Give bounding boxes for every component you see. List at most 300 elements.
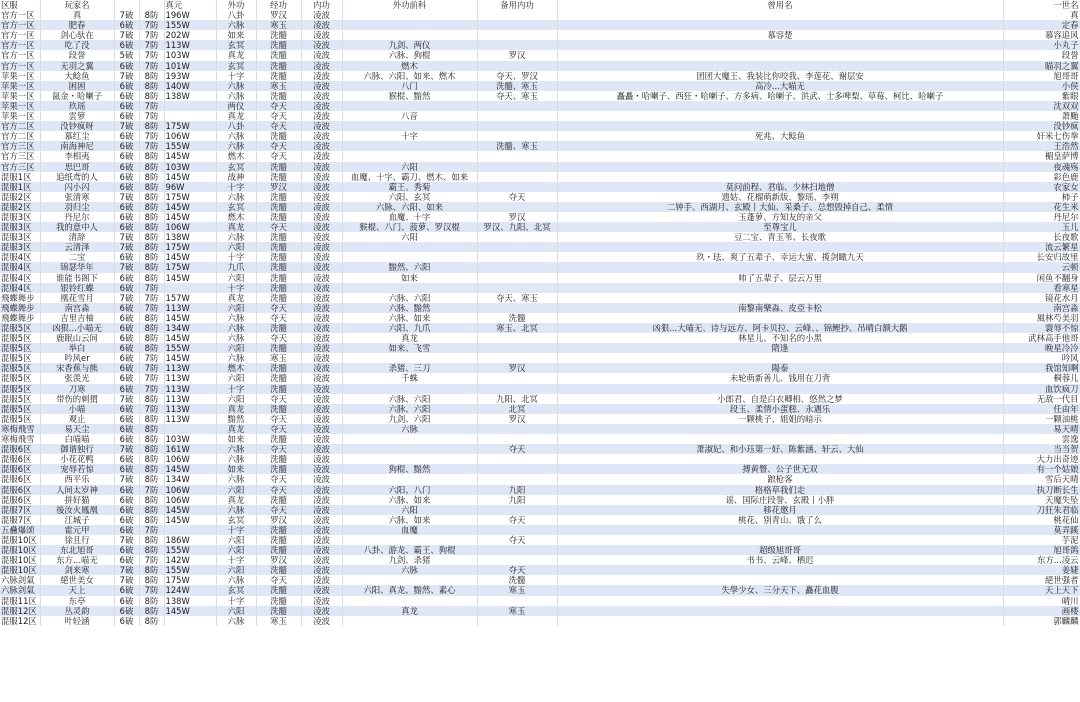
table-row — [0, 616, 1080, 626]
cell-waigong: 真龙 — [216, 404, 256, 414]
table-row — [0, 252, 1080, 262]
cell-player-name: 凰花雪月 — [40, 293, 114, 303]
cell-backup-neigong — [477, 252, 557, 262]
cell-backup-neigong — [477, 111, 557, 121]
cell-first-name: 天上天下 — [1003, 585, 1080, 595]
cell-first-name: 长安归故里 — [1003, 252, 1080, 262]
header-former-names: 曾用名 — [557, 0, 1003, 10]
cell-former-names: 凶狠...大喵无、诗与远方、阿卡贝拉、云峰、、锦鲤抄、吊晴白额大鹅 — [557, 323, 1003, 333]
cell-jinggong: 罗汉 — [256, 182, 301, 192]
cell-defense: 8防 — [139, 192, 164, 202]
cell-defense: 7防 — [139, 373, 164, 383]
cell-jinggong: 洗髓 — [256, 373, 301, 383]
cell-first-name: 絕世强者 — [1003, 575, 1080, 585]
cell-waigong: 六阳 — [216, 242, 256, 252]
cell-first-name: 寰辱不惊 — [1003, 323, 1080, 333]
cell-jinggong: 洗髓 — [256, 545, 301, 555]
cell-waigong-prior: 六脉、六阳、如来 — [342, 202, 477, 212]
header-player-name: 玩家名 — [40, 0, 114, 10]
cell-waigong-prior — [342, 30, 477, 40]
cell-waigong: 玄冥 — [216, 585, 256, 595]
cell-server: 混服10区 — [0, 555, 40, 565]
cell-neigong: 凌波 — [301, 616, 342, 626]
cell-first-name: 南宫淼 — [1003, 303, 1080, 313]
cell-neigong: 凌波 — [301, 596, 342, 606]
cell-waigong-prior — [342, 141, 477, 151]
table-row — [0, 454, 1080, 464]
cell-waigong-prior: 六阳、玄冥 — [342, 192, 477, 202]
cell-break: 6破 — [114, 20, 139, 30]
cell-server: 混服5区 — [0, 373, 40, 383]
table-row — [0, 121, 1080, 131]
cell-neigong: 凌波 — [301, 202, 342, 212]
cell-former-names — [557, 293, 1003, 303]
cell-zhenyuan: 155W — [164, 565, 216, 575]
cell-former-names — [557, 384, 1003, 394]
cell-jinggong: 寒玉 — [256, 616, 301, 626]
cell-backup-neigong — [477, 232, 557, 242]
cell-defense: 7防 — [139, 61, 164, 71]
cell-backup-neigong — [477, 202, 557, 212]
cell-break: 6破 — [114, 101, 139, 111]
cell-zhenyuan: 145W — [164, 505, 216, 515]
cell-waigong: 燃木 — [216, 363, 256, 373]
cell-jinggong: 夺天 — [256, 111, 301, 121]
cell-backup-neigong — [477, 434, 557, 444]
cell-backup-neigong — [477, 596, 557, 606]
cell-defense: 8防 — [139, 212, 164, 222]
cell-waigong-prior — [342, 121, 477, 131]
cell-neigong: 凌波 — [301, 464, 342, 474]
cell-jinggong: 寒玉 — [256, 20, 301, 30]
cell-waigong-prior: 真龙 — [342, 606, 477, 616]
table-row — [0, 20, 1080, 30]
cell-waigong: 六脉 — [216, 353, 256, 363]
cell-zhenyuan: 175W — [164, 192, 216, 202]
cell-zhenyuan — [164, 101, 216, 111]
cell-neigong: 凌波 — [301, 81, 342, 91]
cell-first-name: 風林芍美羽 — [1003, 313, 1080, 323]
cell-backup-neigong — [477, 303, 557, 313]
cell-backup-neigong — [477, 131, 557, 141]
cell-backup-neigong: 九阳、北冥 — [477, 394, 557, 404]
cell-backup-neigong: 罗汉 — [477, 50, 557, 60]
cell-waigong-prior: 猴棍、八门、菠萝、罗汉棍 — [342, 222, 477, 232]
cell-server: 混服5区 — [0, 414, 40, 424]
cell-former-names: 桃花、别青山、饿了么 — [557, 515, 1003, 525]
cell-server: 苹果一区 — [0, 71, 40, 81]
cell-zhenyuan: 113W — [164, 384, 216, 394]
cell-server: 苹果一区 — [0, 81, 40, 91]
cell-player-name: 东北旭哥 — [40, 545, 114, 555]
cell-defense: 8防 — [139, 182, 164, 192]
cell-defense: 8防 — [139, 505, 164, 515]
cell-first-name: 桐蓉儿 — [1003, 373, 1080, 383]
cell-neigong: 凌波 — [301, 212, 342, 222]
cell-former-names: 玉蓬萝、方知友的亲父 — [557, 212, 1003, 222]
table-row — [0, 525, 1080, 535]
cell-former-names: 一颗桃子、姐姐的暗示 — [557, 414, 1003, 424]
cell-neigong: 凌波 — [301, 323, 342, 333]
cell-zhenyuan: 145W — [164, 353, 216, 363]
cell-waigong: 十字 — [216, 283, 256, 293]
cell-waigong: 六脉 — [216, 81, 256, 91]
cell-player-name: 凶狠...小喵无 — [40, 323, 114, 333]
table-row — [0, 505, 1080, 515]
cell-player-name: 困困 — [40, 81, 114, 91]
table-row — [0, 474, 1080, 484]
cell-player-name: 霍元甲 — [40, 525, 114, 535]
cell-jinggong: 夺天 — [256, 313, 301, 323]
cell-player-name: 思巴哥 — [40, 162, 114, 172]
cell-waigong-prior: 九剑、杀猪 — [342, 555, 477, 565]
cell-waigong: 六阳 — [216, 343, 256, 353]
cell-neigong: 凌波 — [301, 232, 342, 242]
cell-break: 6破 — [114, 343, 139, 353]
cell-waigong-prior: 猴棍、黯然 — [342, 91, 477, 101]
cell-server: 混服1区 — [0, 182, 40, 192]
cell-first-name: 丹尼尔 — [1003, 212, 1080, 222]
cell-defense: 8防 — [139, 232, 164, 242]
cell-break: 6破 — [114, 373, 139, 383]
cell-player-name: 吉里吉柚 — [40, 313, 114, 323]
cell-waigong-prior: 九剑、两仪 — [342, 40, 477, 50]
cell-jinggong: 洗髓 — [256, 50, 301, 60]
header-row — [0, 0, 1080, 10]
table-row — [0, 596, 1080, 606]
cell-backup-neigong — [477, 262, 557, 272]
cell-defense: 8防 — [139, 323, 164, 333]
table-row — [0, 515, 1080, 525]
cell-player-name: 天上 — [40, 585, 114, 595]
cell-jinggong: 夺天 — [256, 141, 301, 151]
cell-first-name: 郭麟麟 — [1003, 616, 1080, 626]
cell-player-name: 谁能书阁下 — [40, 273, 114, 283]
cell-waigong-prior: 六脉、六阳 — [342, 394, 477, 404]
cell-player-name: 带伤的刺猬 — [40, 394, 114, 404]
cell-neigong: 凌波 — [301, 404, 342, 414]
cell-waigong: 十字 — [216, 525, 256, 535]
cell-former-names — [557, 313, 1003, 323]
cell-former-names: 林星儿、不知名的小黑 — [557, 333, 1003, 343]
cell-jinggong: 夺天 — [256, 505, 301, 515]
table-row — [0, 575, 1080, 585]
cell-backup-neigong — [477, 151, 557, 161]
cell-break: 6破 — [114, 91, 139, 101]
cell-backup-neigong — [477, 373, 557, 383]
cell-player-name: 剑来寒 — [40, 565, 114, 575]
header-zhenyuan: 真元 — [164, 0, 216, 10]
cell-waigong-prior — [342, 474, 477, 484]
cell-server: 混服5区 — [0, 323, 40, 333]
cell-neigong: 凌波 — [301, 111, 342, 121]
cell-zhenyuan: 202W — [164, 30, 216, 40]
cell-jinggong: 洗髓 — [256, 40, 301, 50]
cell-waigong-prior: 六阳 — [342, 505, 477, 515]
cell-first-name: 晚星冷冷 — [1003, 343, 1080, 353]
cell-player-name: 无羽之翼 — [40, 61, 114, 71]
cell-first-name: 桃花仙 — [1003, 515, 1080, 525]
cell-neigong: 凌波 — [301, 131, 342, 141]
cell-break: 6破 — [114, 585, 139, 595]
cell-neigong: 凌波 — [301, 333, 342, 343]
cell-player-name: 丛灵韵 — [40, 606, 114, 616]
cell-break: 6破 — [114, 414, 139, 424]
cell-former-names — [557, 50, 1003, 60]
cell-server: 混服6区 — [0, 495, 40, 505]
cell-server: 官方三区 — [0, 141, 40, 151]
cell-player-name: 大鲶鱼 — [40, 71, 114, 81]
cell-player-name: 小花花鸭 — [40, 454, 114, 464]
cell-backup-neigong: 夺天 — [477, 444, 557, 454]
cell-waigong: 六阳 — [216, 394, 256, 404]
cell-neigong: 凌波 — [301, 525, 342, 535]
cell-waigong: 真龙 — [216, 111, 256, 121]
cell-former-names — [557, 121, 1003, 131]
table-row — [0, 222, 1080, 232]
cell-former-names: 死兆、大鲶鱼 — [557, 131, 1003, 141]
cell-first-name: 瞄羽之翼 — [1003, 61, 1080, 71]
cell-zhenyuan: 113W — [164, 303, 216, 313]
cell-neigong: 凌波 — [301, 384, 342, 394]
cell-defense: 7防 — [139, 585, 164, 595]
cell-break: 6破 — [114, 454, 139, 464]
cell-player-name: 段誉 — [40, 50, 114, 60]
cell-zhenyuan: 155W — [164, 20, 216, 30]
cell-waigong-prior: 杀猪、三刀 — [342, 363, 477, 373]
header-defense — [139, 0, 164, 10]
cell-player-name: 易天尘 — [40, 424, 114, 434]
cell-waigong-prior — [342, 252, 477, 262]
cell-former-names: 搏黄瞥、公子世无双 — [557, 464, 1003, 474]
cell-backup-neigong: 夺天、寒玉 — [477, 293, 557, 303]
cell-former-names: 二钟手、西湖月、玄殿丨大仙、采桑子、总想毁掉自己、柔情 — [557, 202, 1003, 212]
cell-former-names: 南黎南樂淼、皮亞卡松 — [557, 303, 1003, 313]
table-row — [0, 50, 1080, 60]
cell-defense: 8防 — [139, 162, 164, 172]
cell-waigong: 六脉 — [216, 323, 256, 333]
cell-first-name: 旭哥鸽 — [1003, 545, 1080, 555]
cell-break: 6破 — [114, 141, 139, 151]
cell-jinggong: 洗髓 — [256, 30, 301, 40]
cell-break: 6破 — [114, 323, 139, 333]
cell-zhenyuan: 106W — [164, 495, 216, 505]
cell-waigong: 六脉 — [216, 575, 256, 585]
cell-break: 6破 — [114, 81, 139, 91]
cell-break: 6破 — [114, 606, 139, 616]
cell-waigong: 真龙 — [216, 424, 256, 434]
cell-break: 7破 — [114, 10, 139, 20]
cell-first-name: 晴川 — [1003, 596, 1080, 606]
cell-zhenyuan: 124W — [164, 585, 216, 595]
cell-backup-neigong: 夺天、罗汉 — [477, 71, 557, 81]
cell-server: 苹果一区 — [0, 91, 40, 101]
cell-server: 五蠱爆颂 — [0, 525, 40, 535]
cell-first-name: 真 — [1003, 10, 1080, 20]
cell-first-name: 慕容追风 — [1003, 30, 1080, 40]
cell-waigong: 燃木 — [216, 151, 256, 161]
cell-first-name: 花生米 — [1003, 202, 1080, 212]
cell-player-name: 剑心驮在 — [40, 30, 114, 40]
cell-first-name: 沈双双 — [1003, 101, 1080, 111]
cell-break: 6破 — [114, 525, 139, 535]
cell-former-names — [557, 20, 1003, 30]
cell-waigong-prior — [342, 616, 477, 626]
cell-defense: 8防 — [139, 414, 164, 424]
cell-defense: 8防 — [139, 252, 164, 262]
cell-waigong: 六脉 — [216, 444, 256, 454]
cell-jinggong: 洗髓 — [256, 464, 301, 474]
cell-former-names: 萧淑妃、和小珏第一好、陈紫涵、轩云、大仙 — [557, 444, 1003, 454]
table-row — [0, 40, 1080, 50]
cell-server: 混服3区 — [0, 212, 40, 222]
cell-player-name: 慕红尘 — [40, 131, 114, 141]
cell-defense: 8防 — [139, 273, 164, 283]
cell-zhenyuan: 138W — [164, 232, 216, 242]
cell-neigong: 凌波 — [301, 242, 342, 252]
cell-first-name: 段誉 — [1003, 50, 1080, 60]
cell-server: 官方一区 — [0, 10, 40, 20]
cell-first-name: 当当贺 — [1003, 444, 1080, 454]
cell-former-names — [557, 141, 1003, 151]
table-row — [0, 333, 1080, 343]
cell-jinggong: 洗髓 — [256, 71, 301, 81]
cell-backup-neigong: 洗髓、寒玉 — [477, 81, 557, 91]
cell-break: 6破 — [114, 424, 139, 434]
cell-defense: 7防 — [139, 40, 164, 50]
cell-waigong-prior — [342, 10, 477, 20]
cell-waigong: 玄冥 — [216, 40, 256, 50]
cell-defense: 8防 — [139, 545, 164, 555]
table-body — [0, 10, 1080, 626]
cell-waigong-prior: 六脉、六阳、如来、燃木 — [342, 71, 477, 81]
table-row — [0, 131, 1080, 141]
cell-break: 7破 — [114, 293, 139, 303]
cell-waigong: 八卦 — [216, 10, 256, 20]
cell-defense: 7防 — [139, 555, 164, 565]
cell-waigong: 六脉 — [216, 20, 256, 30]
cell-jinggong: 洗髓 — [256, 252, 301, 262]
cell-former-names — [557, 596, 1003, 606]
cell-break: 6破 — [114, 384, 139, 394]
cell-waigong-prior — [342, 535, 477, 545]
cell-jinggong: 洗髓 — [256, 384, 301, 394]
cell-jinggong: 夺天 — [256, 101, 301, 111]
cell-waigong-prior: 六阳、真龙、黯然、素心 — [342, 585, 477, 595]
cell-player-name: 东方...喵无 — [40, 555, 114, 565]
cell-neigong: 凌波 — [301, 363, 342, 373]
cell-zhenyuan: 145W — [164, 333, 216, 343]
cell-waigong-prior: 六脉、如来 — [342, 313, 477, 323]
cell-zhenyuan: 145W — [164, 313, 216, 323]
cell-former-names — [557, 616, 1003, 626]
cell-server: 苹果一区 — [0, 111, 40, 121]
cell-former-names — [557, 565, 1003, 575]
cell-server: 混服10区 — [0, 545, 40, 555]
cell-waigong: 真龙 — [216, 293, 256, 303]
cell-zhenyuan: 134W — [164, 474, 216, 484]
cell-defense: 7防 — [139, 111, 164, 121]
cell-break: 7破 — [114, 242, 139, 252]
cell-waigong-prior — [342, 242, 477, 252]
cell-first-name: 血饮疯刀 — [1003, 384, 1080, 394]
cell-former-names: 玖・珐、爽了五辈子、幸运大蜜、揽剑瞰九天 — [557, 252, 1003, 262]
cell-waigong: 六脉 — [216, 313, 256, 323]
cell-defense: 8防 — [139, 565, 164, 575]
cell-former-names: 未轮萌新善儿、钱用在刀背 — [557, 373, 1003, 383]
cell-defense: 7防 — [139, 353, 164, 363]
table-row — [0, 182, 1080, 192]
cell-first-name: 东方...凌云 — [1003, 555, 1080, 565]
cell-former-names: 团团大魔王、我装比你咬我、李莲花、谢层安 — [557, 71, 1003, 81]
cell-defense: 8防 — [139, 444, 164, 454]
cell-defense: 7防 — [139, 303, 164, 313]
cell-zhenyuan: 145W — [164, 212, 216, 222]
cell-neigong: 凌波 — [301, 353, 342, 363]
cell-neigong: 凌波 — [301, 434, 342, 444]
cell-player-name: 闪小闪 — [40, 182, 114, 192]
cell-first-name: 闲鱼不翻身 — [1003, 273, 1080, 283]
cell-break: 7破 — [114, 192, 139, 202]
cell-break: 7破 — [114, 565, 139, 575]
cell-backup-neigong: 洗髓、寒玉 — [477, 141, 557, 151]
cell-zhenyuan: 103W — [164, 50, 216, 60]
cell-zhenyuan: 113W — [164, 40, 216, 50]
cell-zhenyuan: 145W — [164, 252, 216, 262]
cell-waigong: 六脉 — [216, 616, 256, 626]
cell-zhenyuan: 134W — [164, 323, 216, 333]
cell-waigong: 六阳 — [216, 373, 256, 383]
cell-jinggong: 夺天 — [256, 121, 301, 131]
cell-player-name: 没钞疯呀 — [40, 121, 114, 131]
cell-break: 6破 — [114, 162, 139, 172]
cell-neigong: 凌波 — [301, 575, 342, 585]
cell-waigong-prior: 六脉、如来 — [342, 495, 477, 505]
cell-former-names: 格格草我们走 — [557, 485, 1003, 495]
cell-first-name: 天魔失坠 — [1003, 495, 1080, 505]
cell-backup-neigong — [477, 616, 557, 626]
cell-jinggong: 洗髓 — [256, 363, 301, 373]
cell-neigong: 凌波 — [301, 141, 342, 151]
cell-zhenyuan: 145W — [164, 273, 216, 283]
cell-backup-neigong: 九阳 — [477, 495, 557, 505]
cell-waigong: 十字 — [216, 596, 256, 606]
cell-first-name: 彩色鹿 — [1003, 172, 1080, 182]
cell-defense: 7防 — [139, 141, 164, 151]
cell-jinggong: 洗髓 — [256, 585, 301, 595]
cell-waigong: 六脉 — [216, 333, 256, 343]
table-row — [0, 404, 1080, 414]
cell-waigong-prior: 八音 — [342, 111, 477, 121]
cell-backup-neigong: 北冥 — [477, 404, 557, 414]
cell-former-names — [557, 283, 1003, 293]
cell-break: 6破 — [114, 283, 139, 293]
cell-backup-neigong: 夺天 — [477, 565, 557, 575]
cell-neigong: 凌波 — [301, 565, 342, 575]
cell-zhenyuan: 113W — [164, 414, 216, 424]
cell-first-name: 雲逸 — [1003, 434, 1080, 444]
cell-jinggong: 洗髓 — [256, 232, 301, 242]
cell-waigong: 真龙 — [216, 495, 256, 505]
cell-former-names: 段玉、柔情小蛋糕、永遇乐 — [557, 404, 1003, 414]
cell-first-name: 一颗油桃 — [1003, 414, 1080, 424]
cell-jinggong: 夺天 — [256, 444, 301, 454]
cell-defense: 7防 — [139, 485, 164, 495]
table-row — [0, 71, 1080, 81]
cell-neigong: 凌波 — [301, 293, 342, 303]
table-row — [0, 10, 1080, 20]
cell-jinggong: 夺天 — [256, 303, 301, 313]
